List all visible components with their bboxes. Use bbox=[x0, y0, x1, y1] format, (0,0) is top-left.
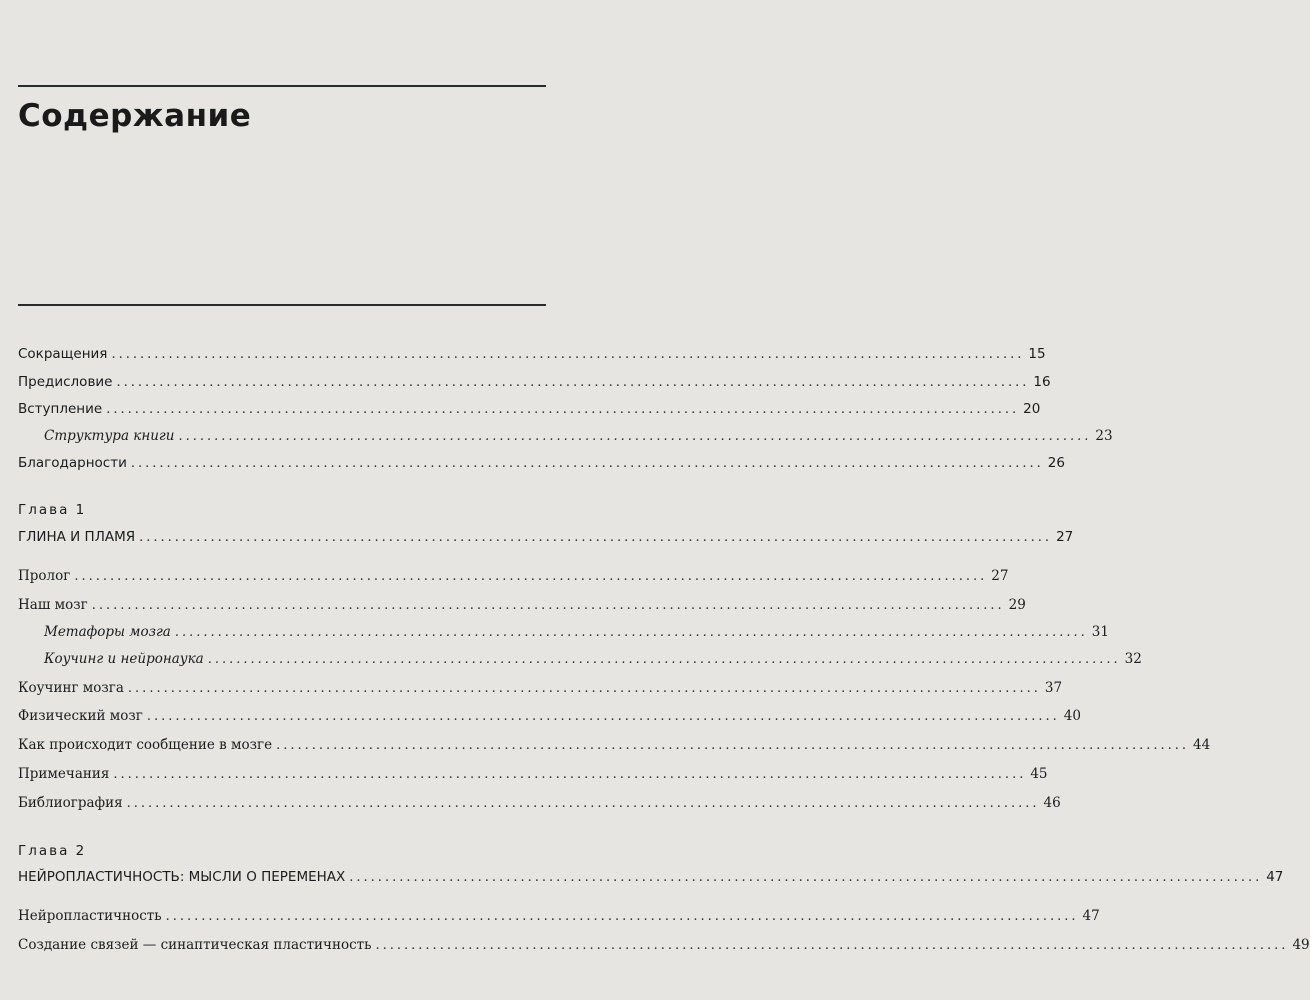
toc-entry-title: Наш мозг bbox=[18, 597, 88, 613]
toc-entry-title: Предисловие bbox=[18, 374, 113, 390]
chapter-title: ГЛИНА И ПЛАМЯ bbox=[18, 529, 136, 545]
chapter-2-title-entry bbox=[18, 869, 1284, 885]
toc-entry-page: 32 bbox=[1124, 651, 1142, 667]
toc-entry-page: 26 bbox=[1047, 455, 1065, 471]
dot-leader: ................................................................................................................................ bbox=[106, 402, 1020, 417]
toc-entry-notes bbox=[18, 766, 1048, 782]
toc-entry-title: Благодарности bbox=[18, 455, 127, 471]
toc-entry-page: 31 bbox=[1091, 624, 1109, 640]
toc-entry-brain-communication bbox=[18, 737, 1211, 753]
top-rule bbox=[18, 85, 546, 87]
toc-entry-synaptic-plasticity bbox=[18, 937, 1310, 953]
toc-entry-title: Как происходит сообщение в мозге bbox=[18, 737, 273, 753]
toc-entry-book-structure bbox=[44, 428, 1113, 444]
chapter-2-label: Глава 2 bbox=[18, 843, 87, 859]
toc-entry-title: Примечания bbox=[18, 766, 110, 782]
dot-leader: ................................................................................................................................ bbox=[130, 456, 1044, 471]
toc-entry-page: 49 bbox=[1292, 937, 1310, 953]
toc-entry-page: 23 bbox=[1095, 428, 1113, 444]
dot-leader: ................................................................................................................................ bbox=[126, 796, 1040, 811]
toc-entry-brain-coaching bbox=[18, 680, 1063, 696]
toc-entry-page: 40 bbox=[1063, 708, 1081, 724]
toc-entry-title: Коучинг мозга bbox=[18, 680, 124, 696]
chapter-1-title-entry bbox=[18, 529, 1074, 545]
toc-entry-preface bbox=[18, 374, 1051, 390]
dot-leader: ................................................................................................................................ bbox=[111, 347, 1025, 362]
dot-leader: ................................................................................................................................ bbox=[146, 709, 1060, 724]
toc-entry-acknowledgements bbox=[18, 455, 1065, 471]
dot-leader: ................................................................................................................................ bbox=[165, 909, 1079, 924]
toc-entry-page: 16 bbox=[1033, 374, 1051, 390]
dot-leader: ................................................................................................................................ bbox=[113, 767, 1027, 782]
dot-leader: ................................................................................................................................ bbox=[207, 652, 1121, 667]
dot-leader: ................................................................................................................................ bbox=[139, 530, 1053, 545]
toc-entry-title: Библиография bbox=[18, 795, 123, 811]
toc-entry-title: Создание связей — синаптическая пластичность bbox=[18, 937, 372, 953]
divider-rule bbox=[18, 304, 546, 306]
toc-entry-our-brain bbox=[18, 597, 1026, 613]
dot-leader: ................................................................................................................................ bbox=[349, 870, 1263, 885]
dot-leader: ................................................................................................................................ bbox=[127, 681, 1041, 696]
toc-entry-abbreviations bbox=[18, 346, 1046, 362]
toc-entry-neuroplasticity bbox=[18, 908, 1100, 924]
chapter-title: НЕЙРОПЛАСТИЧНОСТЬ: МЫСЛИ О ПЕРЕМЕНАХ bbox=[18, 869, 346, 885]
chapter-1-label: Глава 1 bbox=[18, 502, 87, 518]
toc-entry-page: 47 bbox=[1082, 908, 1100, 924]
dot-leader: ................................................................................................................................ bbox=[174, 625, 1088, 640]
toc-entry-title: Метафоры мозга bbox=[44, 624, 171, 640]
toc-entry-page: 46 bbox=[1043, 795, 1061, 811]
toc-entry-page: 45 bbox=[1030, 766, 1048, 782]
toc-entry-page: 44 bbox=[1193, 737, 1211, 753]
toc-entry-title: Структура книги bbox=[44, 428, 175, 444]
toc-entry-brain-metaphors bbox=[44, 624, 1109, 640]
toc-entry-title: Пролог bbox=[18, 568, 71, 584]
toc-entry-title: Нейропластичность bbox=[18, 908, 162, 924]
dot-leader: ................................................................................................................................ bbox=[375, 938, 1289, 953]
toc-entry-title: Коучинг и нейронаука bbox=[44, 651, 204, 667]
dot-leader: ................................................................................................................................ bbox=[116, 375, 1030, 390]
toc-entry-page: 27 bbox=[991, 568, 1009, 584]
dot-leader: ................................................................................................................................ bbox=[91, 598, 1005, 613]
toc-entry-page: 15 bbox=[1028, 346, 1046, 362]
dot-leader: ................................................................................................................................ bbox=[74, 569, 988, 584]
dot-leader: ................................................................................................................................ bbox=[276, 738, 1190, 753]
dot-leader: ................................................................................................................................ bbox=[178, 429, 1092, 444]
toc-entry-introduction bbox=[18, 401, 1041, 417]
toc-entry-title: Сокращения bbox=[18, 346, 108, 362]
toc-entry-physical-brain bbox=[18, 708, 1081, 724]
toc-entry-prologue bbox=[18, 568, 1009, 584]
toc-entry-page: 20 bbox=[1023, 401, 1041, 417]
toc-entry-page: 29 bbox=[1008, 597, 1026, 613]
page-title: Содержание bbox=[18, 98, 252, 134]
toc-entry-title: Вступление bbox=[18, 401, 103, 417]
toc-entry-page: 27 bbox=[1056, 529, 1074, 545]
toc-entry-page: 47 bbox=[1266, 869, 1284, 885]
toc-entry-coaching-neuroscience bbox=[44, 651, 1142, 667]
toc-entry-title: Физический мозг bbox=[18, 708, 143, 724]
toc-entry-bibliography bbox=[18, 795, 1061, 811]
toc-entry-page: 37 bbox=[1044, 680, 1063, 696]
